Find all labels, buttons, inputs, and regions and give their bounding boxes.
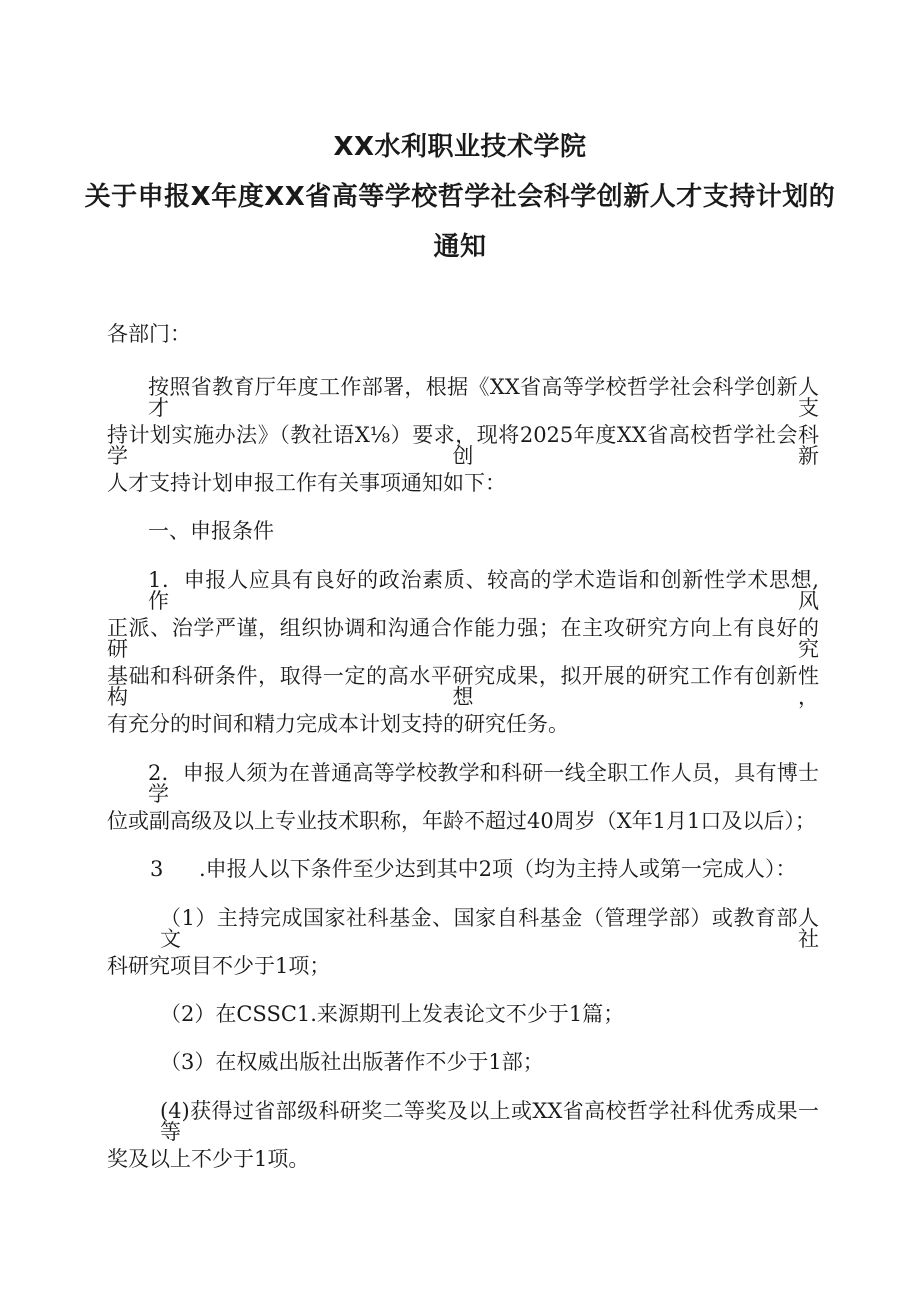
intro-line: 持计划实施办法》（教社语X⅛）要求，现将2025年度XX省高校哲学社会科学创新 (107, 423, 819, 468)
sub-item-line: （1）主持完成国家社科基金、国家自科基金（管理学部）或教育部人文社 (160, 906, 819, 951)
item3-number: 3 (150, 857, 164, 881)
section-heading: 一、申报条件 (148, 519, 274, 543)
sub-item-line: （2）在CSSC1.来源期刊上发表论文不少于1篇； (160, 1002, 625, 1026)
title-school-name: XX水利职业技术学院 (333, 132, 587, 162)
sub-item-line: 科研究项目不少于1项； (107, 954, 331, 978)
item1-line: 1．申报人应具有良好的政治素质、较高的学术造诣和创新性学术思想,作风 (148, 568, 819, 613)
item2-line: 2．申报人须为在普通高等学校教学和科研一线全职工作人员，具有博士学 (148, 761, 819, 806)
item1-line: 基础和科研条件，取得一定的高水平研究成果，拟开展的研究工作有创新性构想， (107, 664, 819, 709)
title-main: 关于申报X年度XX省高等学校哲学社会科学创新人才支持计划的 (84, 182, 836, 212)
item3-text: .申报人以下条件至少达到其中2项（均为主持人或第一完成人）： (199, 857, 797, 881)
item2-line: 位或副高级及以上专业技术职称，年龄不超过40周岁（X年1月1口及以后）； (107, 809, 816, 833)
item1-line: 正派、治学严谨，组织协调和沟通合作能力强；在主攻研究方向上有良好的研究 (107, 616, 819, 661)
sub-item-line: （3）在权威出版社出版著作不少于1部； (160, 1050, 544, 1074)
salutation: 各部门： (107, 322, 191, 346)
item1-line: 有充分的时间和精力完成本计划支持的研究任务。 (107, 712, 569, 736)
sub-item-line: 奖及以上不少于1项。 (107, 1147, 310, 1171)
sub-item-line: (4)获得过省部级科研奖二等奖及以上或XX省高校哲学社科优秀成果一等 (160, 1099, 819, 1144)
intro-line: 人才支持计划申报工作有关事项通知如下： (107, 471, 506, 495)
title-notice: 通知 (433, 232, 487, 262)
intro-line: 按照省教育厅年度工作部署，根据《XX省高等学校哲学社会科学创新人才支 (148, 375, 819, 420)
